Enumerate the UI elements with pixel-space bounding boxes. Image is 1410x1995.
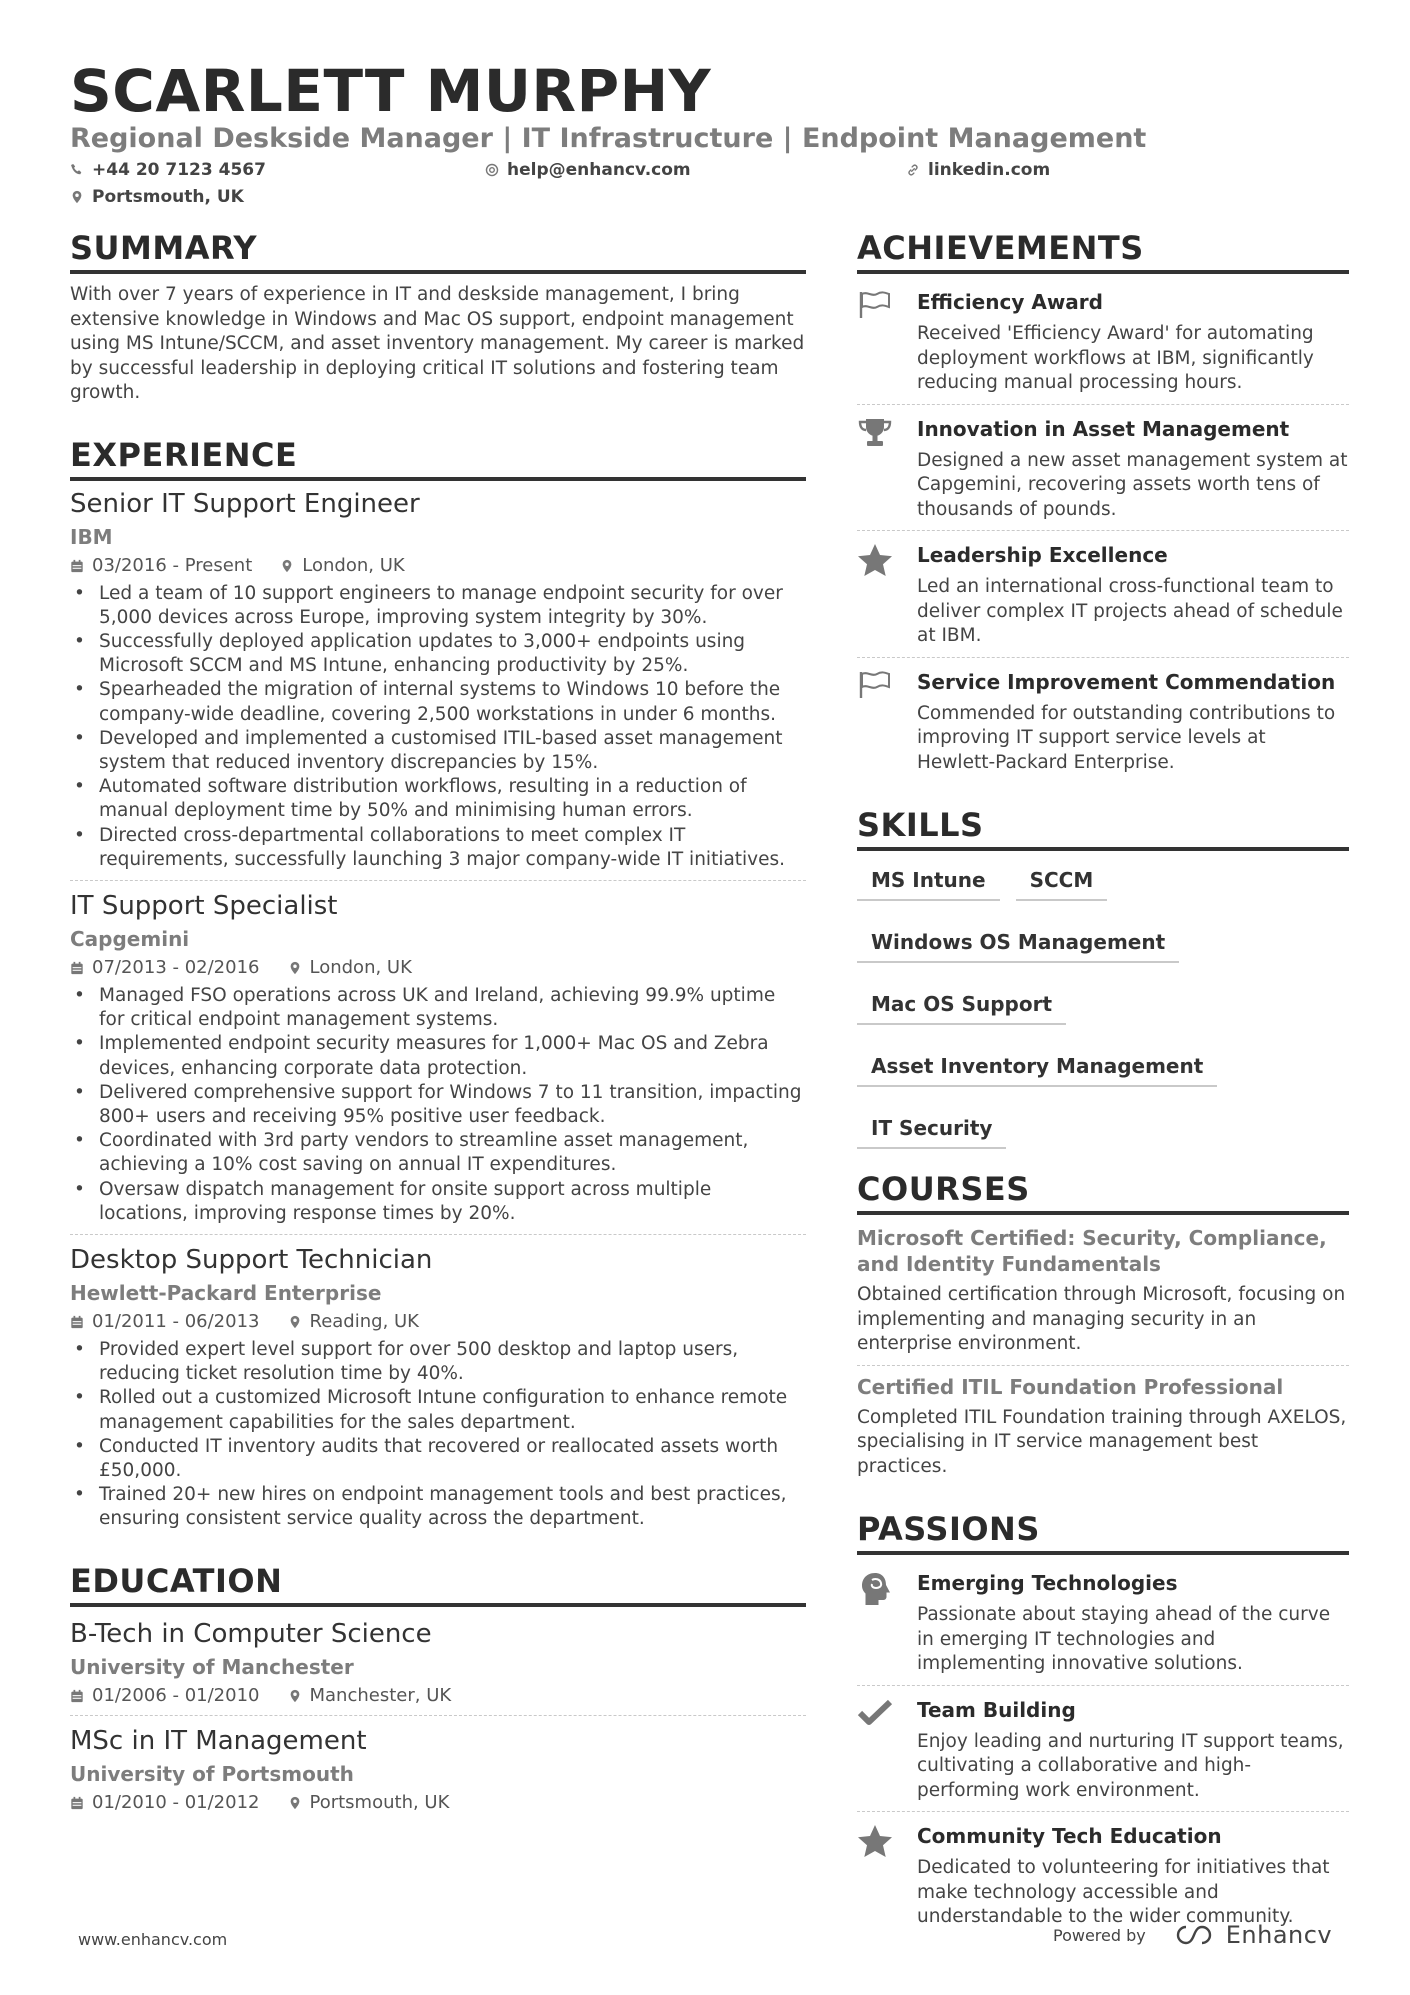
passions-title: PASSIONS: [857, 1509, 1349, 1555]
achievement-title: Leadership Excellence: [917, 543, 1168, 567]
education-location: Portsmouth, UK: [309, 1791, 450, 1813]
job-company: Capgemini: [70, 926, 190, 951]
contact-email[interactable]: [485, 159, 691, 181]
powered-by-label: Powered by: [1053, 1925, 1146, 1945]
skill-tag: Mac OS Support: [857, 987, 1066, 1025]
calendar-icon: [70, 1796, 84, 1810]
education-degree: MSc in IT Management: [70, 1725, 367, 1756]
achievement-item: [857, 657, 1349, 784]
enhancv-logo-icon: [1172, 1923, 1216, 1947]
job-title: Desktop Support Technician: [70, 1244, 433, 1275]
job-bullet: • Coordinated with 3rd party vendors to streamline asset management, achieving a 10% cost saving on annual IT expenditures.: [70, 1129, 806, 1177]
job-bullet: • Directed cross-departmental collaborations to meet complex IT requirements, successfully launching 3 major company-wide IT initiatives.: [70, 824, 806, 872]
checkmark-icon: [857, 1698, 893, 1728]
star-icon: [857, 543, 893, 577]
summary-title: SUMMARY: [70, 228, 806, 274]
job-meta: [70, 553, 806, 579]
location-pin-icon: [70, 190, 84, 204]
job-bullet: • Led a team of 10 support engineers to manage endpoint security for over 5,000 devices across Europe, improving system integrity by 30%.: [70, 582, 806, 630]
job-bullets: [70, 984, 806, 1226]
head-brain-icon: [857, 1571, 893, 1607]
footer-branding[interactable]: [1053, 1921, 1332, 1949]
achievement-item: [857, 278, 1349, 404]
passion-item: [857, 1811, 1349, 1938]
passion-title: Community Tech Education: [917, 1824, 1222, 1848]
skill-tag: SCCM: [1016, 863, 1108, 901]
contact-phone[interactable]: [70, 159, 266, 181]
course-desc: Obtained certification through Microsoft, focusing on implementing and managing security in an enterprise environment.: [857, 1284, 1346, 1354]
trophy-icon: [857, 417, 893, 449]
phone-text: +44 20 7123 4567: [92, 160, 266, 180]
calendar-icon: [70, 961, 84, 975]
job-title: IT Support Specialist: [70, 890, 338, 921]
job-entry: [70, 487, 806, 880]
passion-desc: Enjoy leading and nurturing IT support teams, cultivating a collaborative and high-performing work environment.: [917, 1730, 1344, 1801]
job-company: IBM: [70, 524, 113, 549]
flag-icon: [857, 290, 893, 320]
courses-section: [857, 1169, 1349, 1487]
email-text: help@enhancv.com: [507, 160, 691, 180]
phone-icon: [70, 163, 84, 177]
courses-title: COURSES: [857, 1169, 1349, 1215]
achievements-section: [857, 228, 1349, 783]
footer-website[interactable]: www.enhancv.com: [78, 1930, 228, 1949]
star-icon: [857, 1824, 893, 1858]
job-location: London, UK: [302, 554, 405, 576]
education-location: Manchester, UK: [309, 1684, 452, 1706]
skill-tag: Asset Inventory Management: [857, 1049, 1217, 1087]
calendar-icon: [70, 1689, 84, 1703]
job-location: London, UK: [309, 956, 412, 978]
education-entry: [70, 1613, 806, 1715]
job-bullet: • Provided expert level support for over 500 desktop and laptop users, reducing ticket resolution time by 40%.: [70, 1338, 806, 1386]
education-section: [70, 1561, 806, 1822]
location-pin-icon: [288, 1796, 302, 1810]
education-school: University of Portsmouth: [70, 1761, 354, 1786]
skill-tag: Windows OS Management: [857, 925, 1179, 963]
education-meta: [70, 1683, 806, 1709]
job-bullet: • Rolled out a customized Microsoft Intune configuration to enhance remote management capabilities for the sales department.: [70, 1386, 806, 1434]
education-dates: 01/2006 - 01/2010: [92, 1684, 260, 1706]
flag-icon: [857, 670, 893, 700]
job-bullet: • Delivered comprehensive support for Windows 7 to 11 transition, impacting 800+ users and receiving 95% positive user feedback.: [70, 1081, 806, 1129]
job-entry: [70, 1234, 806, 1540]
achievement-desc: Commended for outstanding contributions to improving IT support service levels at Hewlett-Packard Enterprise.: [917, 702, 1336, 773]
location-pin-icon: [280, 559, 294, 573]
job-meta: [70, 955, 806, 981]
course-item: [857, 1365, 1349, 1488]
course-title: Microsoft Certified: Security, Compliance, and Identity Fundamentals: [857, 1226, 1327, 1276]
link-icon: [906, 163, 920, 177]
job-dates: 07/2013 - 02/2016: [92, 956, 260, 978]
achievement-item: [857, 404, 1349, 531]
job-bullet: • Trained 20+ new hires on endpoint management tools and best practices, ensuring consistent service quality across the department.: [70, 1483, 806, 1531]
skills-title: SKILLS: [857, 805, 1349, 851]
job-dates: 03/2016 - Present: [92, 554, 253, 576]
skill-tag: IT Security: [857, 1111, 1006, 1149]
achievement-title: Service Improvement Commendation: [917, 669, 1336, 694]
location-text: Portsmouth, UK: [92, 187, 244, 207]
achievement-title: Innovation in Asset Management: [917, 416, 1290, 441]
skills-list: [857, 863, 1349, 1173]
job-bullet: • Developed and implemented a customised ITIL-based asset management system that reduced inventory discrepancies by 15%.: [70, 727, 806, 775]
passion-item: [857, 1685, 1349, 1812]
job-bullets: [70, 1338, 806, 1532]
course-item: [857, 1217, 1349, 1365]
job-bullet: • Successfully deployed application updates to 3,000+ endpoints using Microsoft SCCM and MS Intune, enhancing productivity by 25%.: [70, 630, 806, 678]
at-icon: [485, 163, 499, 177]
left-column: [70, 228, 806, 1822]
calendar-icon: [70, 559, 84, 573]
experience-title: EXPERIENCE: [70, 435, 806, 481]
job-bullet: • Oversaw dispatch management for onsite support across multiple locations, improving response times by 20%.: [70, 1178, 806, 1226]
education-degree: B-Tech in Computer Science: [70, 1618, 432, 1649]
location-pin-icon: [288, 1315, 302, 1329]
job-meta: [70, 1309, 806, 1335]
location-pin-icon: [288, 1689, 302, 1703]
job-bullets: [70, 582, 806, 872]
skill-tag: MS Intune: [857, 863, 1000, 901]
achievement-desc: Led an international cross-functional team to deliver complex IT projects ahead of schedule at IBM.: [917, 576, 1343, 646]
candidate-headline: Regional Deskside Manager | IT Infrastructure | Endpoint Management: [70, 123, 1147, 154]
summary-section: [70, 228, 806, 406]
job-title: Senior IT Support Engineer: [70, 488, 420, 519]
passion-item: [857, 1559, 1349, 1685]
achievement-item: [857, 530, 1349, 657]
passions-section: [857, 1509, 1349, 1938]
contact-linkedin[interactable]: [906, 159, 1050, 181]
experience-section: [70, 435, 806, 1540]
job-entry: [70, 880, 806, 1234]
education-school: University of Manchester: [70, 1654, 354, 1679]
education-entry: [70, 1715, 806, 1822]
achievement-title: Efficiency Award: [917, 290, 1103, 314]
summary-text: With over 7 years of experience in IT and deskside management, I bring extensive knowledge in Windows and Mac OS support, endpoint management using MS Intune/SCCM, and asset inventory management. My career is marked by successful leadership in deploying critical IT solutions and fostering team growth.: [70, 284, 805, 403]
job-company: Hewlett-Packard Enterprise: [70, 1280, 382, 1305]
education-meta: [70, 1790, 806, 1816]
brand-name: Enhancv: [1225, 1921, 1333, 1949]
achievement-desc: Designed a new asset management system at Capgemini, recovering assets worth tens of thousands of pounds.: [917, 449, 1348, 520]
achievement-desc: Received 'Efficiency Award' for automating deployment workflows at IBM, significantly reducing manual processing hours.: [917, 323, 1314, 393]
education-dates: 01/2010 - 01/2012: [92, 1791, 260, 1813]
skills-section: [857, 805, 1349, 1173]
job-bullet: • Automated software distribution workflows, resulting in a reduction of manual deployment time by 50% and minimising human errors.: [70, 775, 806, 823]
location-pin-icon: [288, 961, 302, 975]
linkedin-text: linkedin.com: [928, 160, 1051, 180]
passion-desc: Passionate about staying ahead of the curve in emerging IT technologies and implementing innovative solutions.: [917, 1604, 1331, 1674]
job-bullet: • Managed FSO operations across UK and Ireland, achieving 99.9% uptime for critical endpoint management systems.: [70, 984, 806, 1032]
right-column: [857, 228, 1349, 1938]
course-desc: Completed ITIL Foundation training through AXELOS, specialising in IT service management best practices.: [857, 1406, 1347, 1477]
job-bullet: • Spearheaded the migration of internal systems to Windows 10 before the company-wide deadline, covering 2,500 workstations in under 6 months.: [70, 678, 806, 726]
achievements-title: ACHIEVEMENTS: [857, 228, 1349, 274]
passion-title: Team Building: [917, 1697, 1076, 1722]
education-title: EDUCATION: [70, 1561, 806, 1607]
contact-location: [70, 186, 244, 208]
job-location: Reading, UK: [309, 1310, 419, 1332]
course-title: Certified ITIL Foundation Professional: [857, 1374, 1284, 1399]
passion-desc: Dedicated to volunteering for initiatives that make technology accessible and understandable to the wider community.: [917, 1857, 1330, 1927]
passion-title: Emerging Technologies: [917, 1571, 1178, 1595]
job-bullet: • Conducted IT inventory audits that recovered or reallocated assets worth £50,000.: [70, 1435, 806, 1483]
calendar-icon: [70, 1315, 84, 1329]
candidate-name: SCARLETT MURPHY: [70, 57, 712, 125]
job-bullet: • Implemented endpoint security measures for 1,000+ Mac OS and Zebra devices, enhancing corporate data protection.: [70, 1032, 806, 1080]
job-dates: 01/2011 - 06/2013: [92, 1310, 260, 1332]
